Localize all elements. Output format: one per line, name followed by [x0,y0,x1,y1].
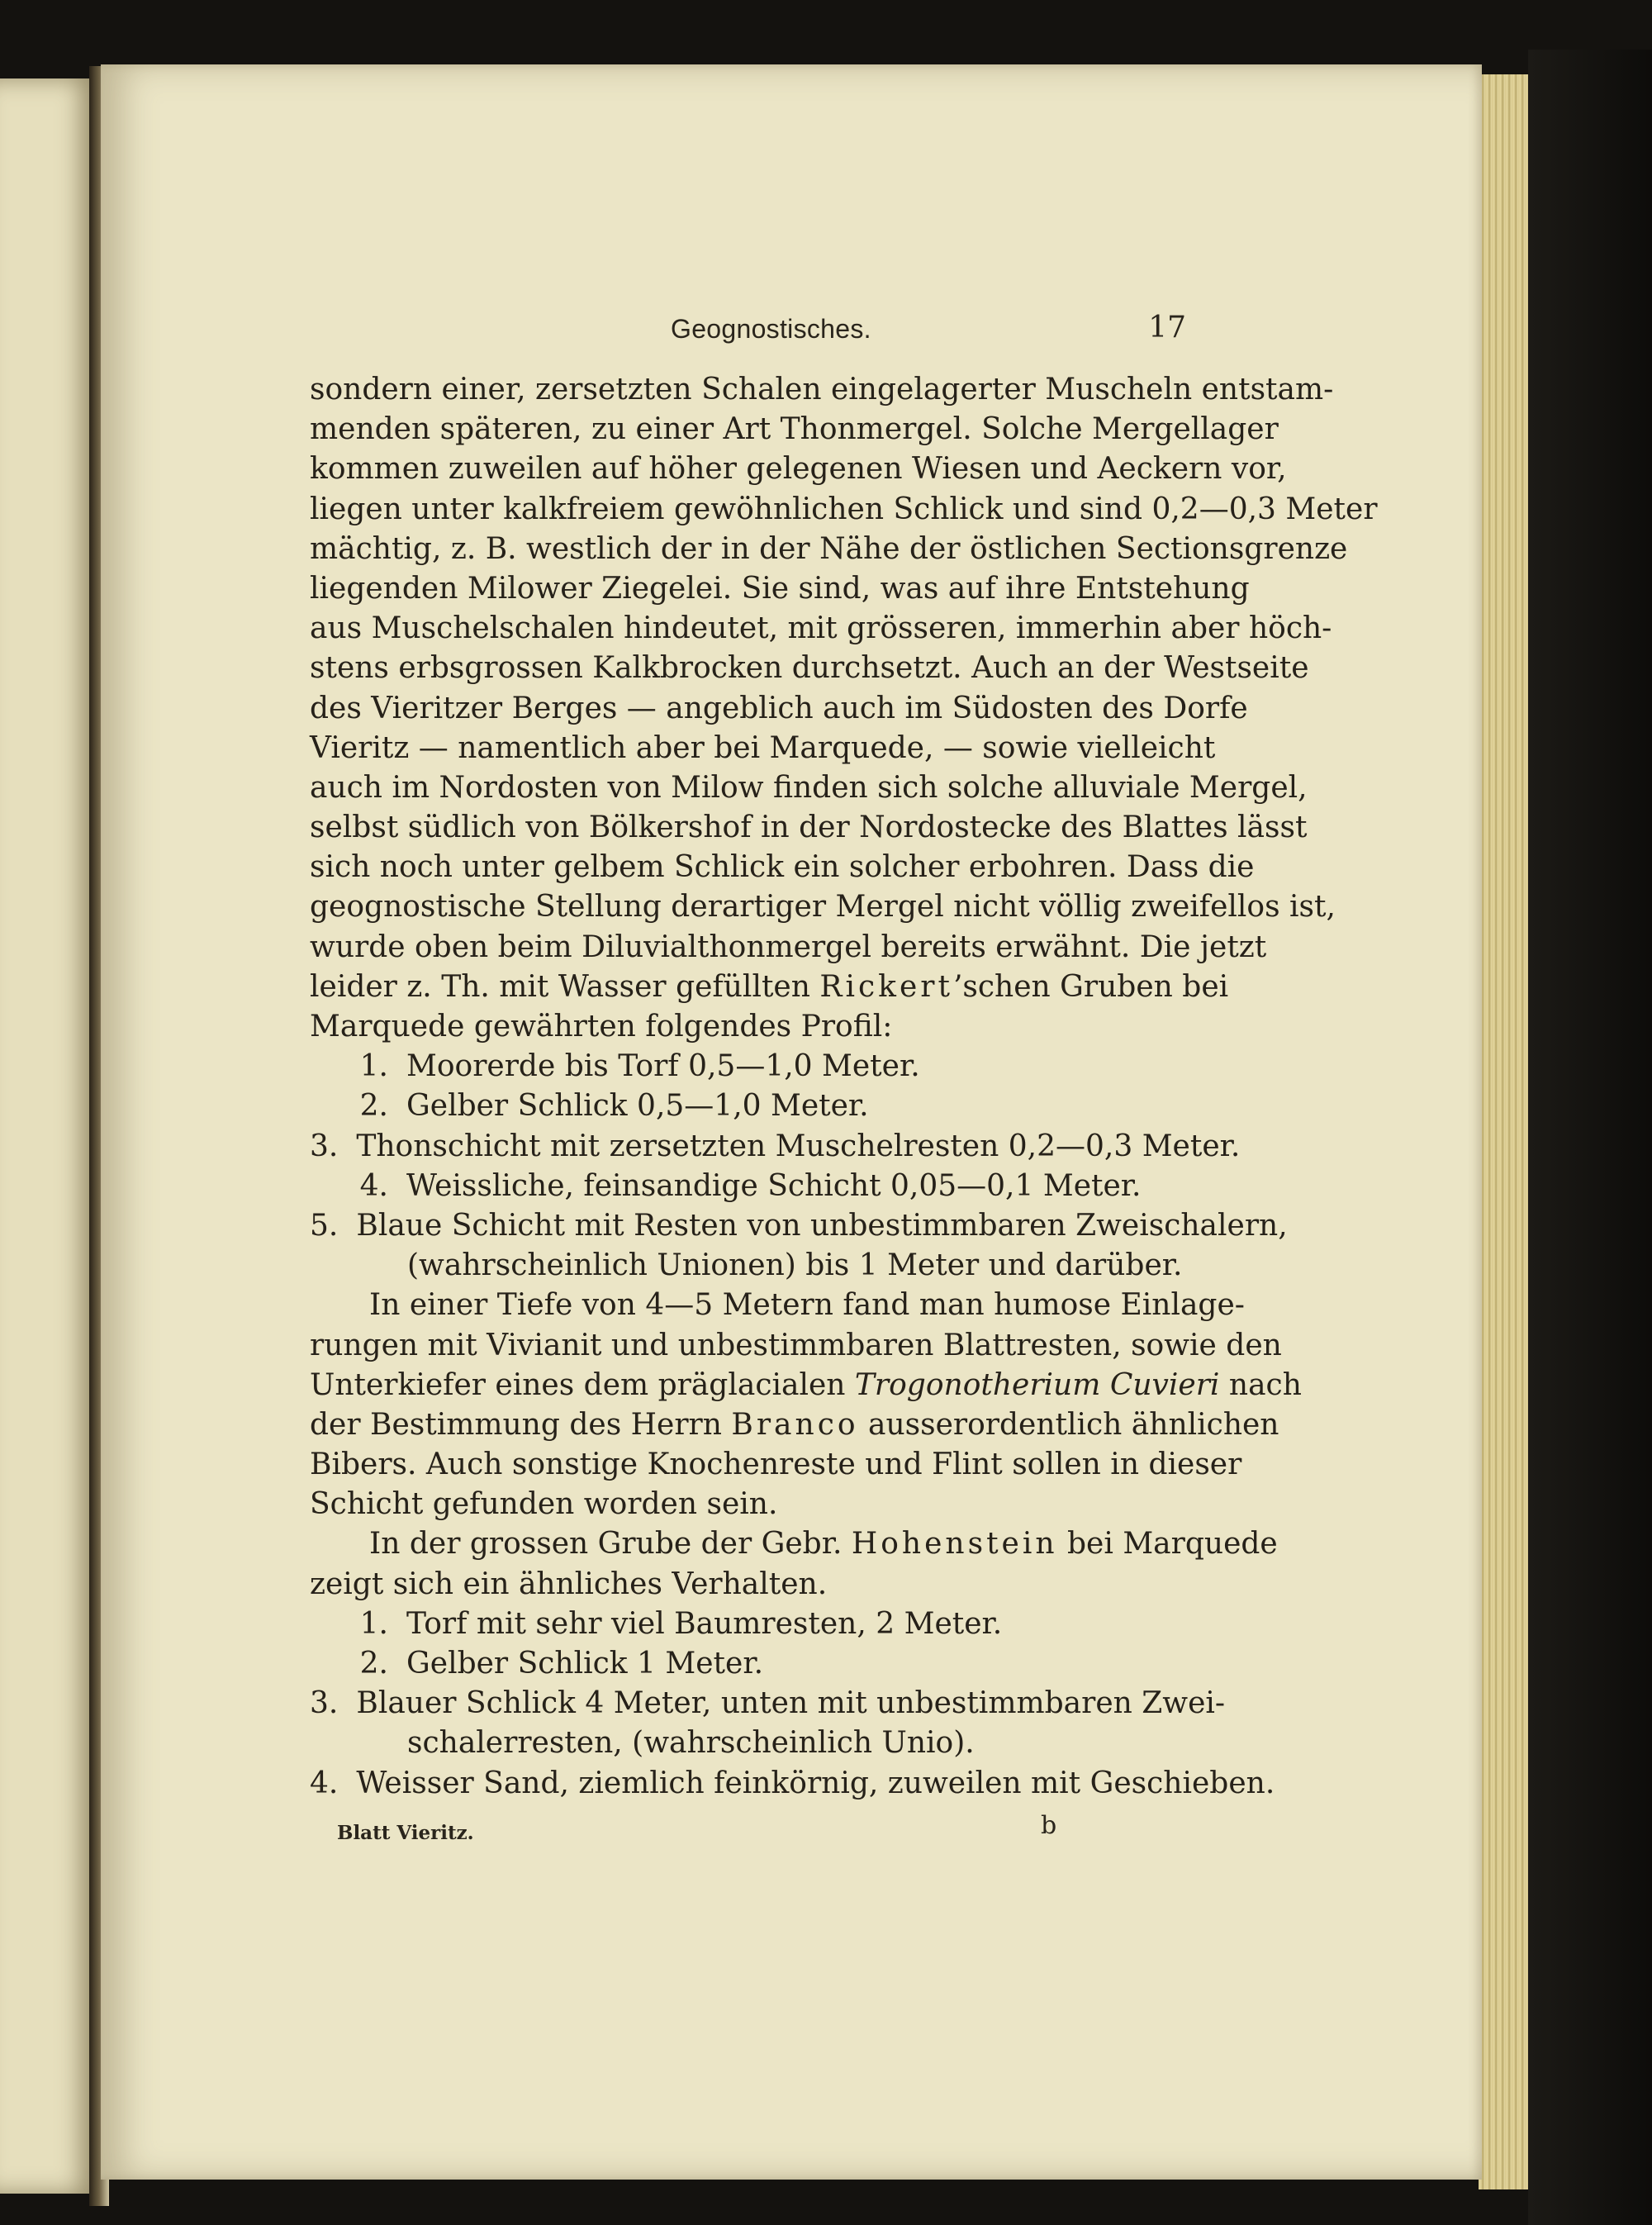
list-text: Moorerde bis Torf 0,5—1,0 Meter. [406,1049,920,1084]
text-line: des Vieritzer Berges — angeblich auch im Südosten des Dorfe [310,691,1248,725]
spaced-name-hohenstein: Hohenstein [851,1527,1058,1562]
list-item [310,1047,1189,1086]
text-line: sondern einer, zersetzten Schalen eingelagerter Muscheln entstam- [310,373,1334,406]
text-line: In einer Tiefe von 4—5 Metern fand man humose Einlage- [369,1288,1245,1323]
text-line: sich noch unter gelbem Schlick ein solcher erbohren. Dass die [310,850,1255,885]
text-segment: ausserordentlich ähnlichen [858,1407,1279,1442]
text-line: mächtig, z. B. westlich der in der Nähe der östlichen Sectionsgrenze [310,531,1348,566]
text-segment: In der grossen Grube der Gebr. [369,1527,852,1562]
text-segment: der Bestimmung des Herrn [310,1407,732,1442]
list-text: Blauer Schlick 4 Meter, unten mit unbestimmbaren Zwei- [356,1686,1226,1721]
text-line [310,1366,1302,1405]
printer-signature: b [1041,1811,1057,1840]
spaced-name-rickert: Rickert [819,969,953,1004]
list-text: Weisser Sand, ziemlich feinkörnig, zuweilen mit Geschieben. [356,1766,1275,1800]
list-number: 4. [310,1766,339,1800]
list-item [310,1167,1189,1206]
list-number: 3. [310,1686,339,1721]
text-line: Vieritz — namentlich aber bei Marquede, — sowie vielleicht [310,730,1216,765]
list-item [310,1127,1241,1167]
list-text: Weissliche, feinsandige Schicht 0,05—0,1 Meter. [406,1168,1142,1203]
list-number: 2. [359,1647,388,1681]
list-text: Blaue Schicht mit Resten von unbestimmbaren Zweischalern, [356,1208,1288,1243]
list-number: 1. [359,1606,388,1641]
text-line: wurde oben beim Diluvialthonmergel bereits erwähnt. Die jetzt [310,929,1267,964]
spaced-name-branco: Branco [731,1407,859,1442]
text-line: auch im Nordosten von Milow finden sich solche alluviale Mergel, [310,770,1308,805]
text-line: menden späteren, zu einer Art Thonmergel. Solche Mergellager [310,412,1279,447]
text-line [310,1524,1278,1564]
list-item [310,1764,1275,1804]
list-number: 5. [310,1208,339,1243]
text-line [310,967,1229,1007]
text-line: kommen zuweilen auf höher gelegenen Wiesen und Aeckern vor, [310,452,1287,487]
page-body [310,370,1378,1804]
text-line: selbst südlich von Bölkershof in der Nordostecke des Blattes lässt [310,811,1308,845]
text-line [310,1405,1279,1445]
text-line: stens erbsgrossen Kalkbrocken durchsetzt. Auch an der Westseite [310,651,1309,686]
text-segment: ’schen Gruben bei [952,969,1229,1004]
text-line: rungen mit Vivianit und unbestimmbaren Blattresten, sowie den [310,1328,1282,1362]
book-cover-board [1528,50,1652,2225]
list-item [310,1605,1189,1644]
text-line: geognostische Stellung derartiger Mergel nicht völlig zweifellos ist, [310,890,1336,925]
running-head [307,311,1186,355]
list-item [310,1086,1189,1126]
text-line: aus Muschelschalen hindeutet, mit grösseren, immerhin aber höch- [310,611,1332,646]
list-number: 1. [359,1049,388,1084]
text-line: Schicht gefunden worden sein. [310,1487,778,1522]
text-segment: bei Marquede [1057,1527,1278,1562]
text-segment: leider z. Th. mit Wasser gefüllten [310,969,820,1004]
text-line: Marquede gewährten folgendes Profil: [310,1010,893,1044]
text-line: liegenden Milower Ziegelei. Sie sind, was auf ihre Entstehung [310,571,1250,606]
list-item [310,1644,1189,1684]
page-header-title: Geognostisches. [671,314,871,344]
list-text: Thonschicht mit zersetzten Muschelresten 0,2—0,3 Meter. [356,1129,1241,1163]
text-line: Bibers. Auch sonstige Knochenreste und Flint sollen in dieser [310,1448,1242,1482]
list-item [310,1206,1288,1246]
page-edges [1479,74,1528,2189]
list-text: Gelber Schlick 1 Meter. [406,1647,764,1681]
text-line: liegen unter kalkfreiem gewöhnlichen Schlick und sind 0,2—0,3 Meter [310,492,1378,526]
list-number: 4. [359,1168,388,1203]
list-number: 3. [310,1129,339,1163]
sheet-footer: Blatt Vieritz. [337,1822,474,1844]
list-text: Gelber Schlick 0,5—1,0 Meter. [406,1089,869,1124]
list-number: 2. [359,1089,388,1124]
list-continuation: (wahrscheinlich Unionen) bis 1 Meter und darüber. [407,1248,1183,1283]
text-segment: Unterkiefer eines dem präglacialen [310,1367,855,1402]
text-segment: nach [1219,1367,1302,1402]
facing-page [0,78,99,2194]
taxon-name: Trogonotherium Cuvieri [854,1367,1220,1402]
page-number: 17 [1148,311,1186,345]
text-line: zeigt sich ein ähnliches Verhalten. [310,1567,828,1601]
list-item [310,1684,1226,1723]
list-text: Torf mit sehr viel Baumresten, 2 Meter. [406,1606,1003,1641]
list-continuation: schalerresten, (wahrscheinlich Unio). [407,1726,975,1761]
